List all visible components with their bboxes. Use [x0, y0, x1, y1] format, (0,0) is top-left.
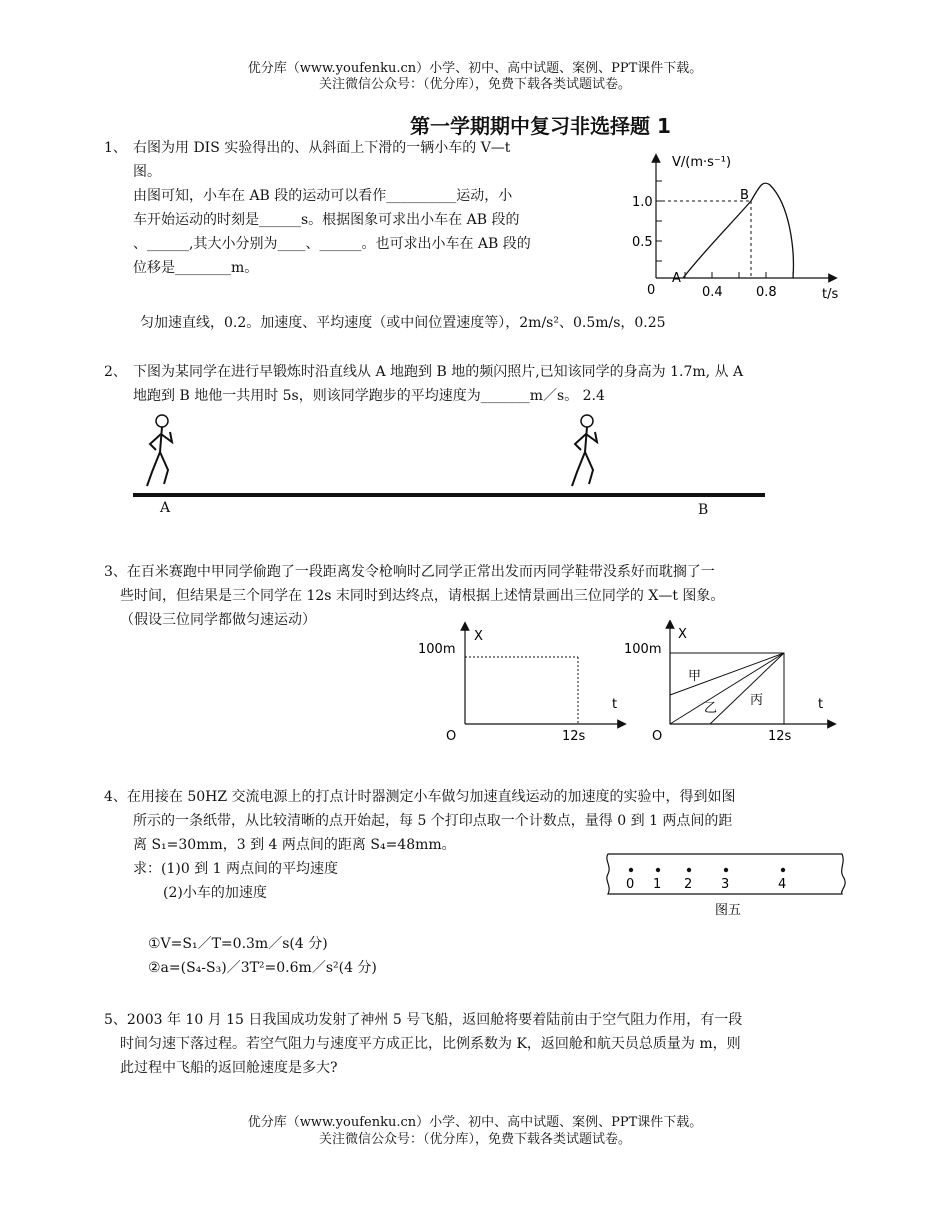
- q5-line-1: 5、2003 年 10 月 15 日我国成功发射了神州 5 号飞船，返回舱将要着陆前由于空气阻力作用，有一段: [104, 1012, 743, 1028]
- q3-g1-origin: O: [446, 729, 457, 744]
- runner-icon-b: [565, 412, 615, 490]
- figure-caption: 图五: [715, 903, 742, 918]
- header-line-1: 优分库（www.youfenku.cn）小学、初中、高中试题、案例、PPT课件下载。: [247, 61, 703, 76]
- q1-xtick-2: 0.8: [756, 285, 777, 300]
- q4-line-2: 所示的一条纸带，从比较清晰的点开始起，每 5 个打印点取一个计数点，量得 0 到 1 两点间的距: [133, 813, 733, 829]
- q2-label-b: B: [698, 502, 709, 518]
- q3-g2-origin: O: [652, 729, 663, 744]
- tape-label-1: 1: [653, 877, 662, 892]
- q3-g1-xmark: 12s: [562, 729, 586, 744]
- q1-line-5: 、______,其大小分别为____、______。也可求出小车在 AB 段的: [133, 236, 531, 252]
- q2-line-1: 下图为某同学在进行早锻炼时沿直线从 A 地跑到 B 地的频闪照片,已知该同学的身高为 1.7m, 从 A: [133, 364, 744, 380]
- q3-label-bing: 丙: [750, 693, 764, 708]
- q3-g1-ylabel: X: [474, 629, 483, 644]
- q3-label-yi: 乙: [704, 701, 718, 716]
- q1-xlabel: t/s: [822, 287, 839, 302]
- q4-ask-1: 求：(1)0 到 1 两点间的平均速度: [133, 861, 338, 877]
- q3-line-1: 3、在百米赛跑中甲同学偷跑了一段距离发令枪响时乙同学正常出发而丙同学鞋带没系好而耽搁了一: [104, 564, 715, 580]
- q3-g2-xlabel: t: [818, 697, 824, 712]
- q3-g1-ymark: 100m: [418, 642, 456, 657]
- q5-line-2: 时间匀速下落过程。若空气阻力与速度平方成正比，比例系数为 K，返回舱和航天员总质量为 m，则: [120, 1036, 741, 1052]
- q1-point-b: B: [740, 188, 749, 203]
- q4-answer-1: ①V=S₁／T=0.3m／s(4 分): [148, 936, 328, 952]
- q3-line-bing: [710, 653, 784, 724]
- q1-ytick-1: 1.0: [632, 195, 653, 210]
- tape-label-0: 0: [626, 877, 635, 892]
- q3-g2-ylabel: X: [678, 627, 687, 642]
- q1-origin: 0: [647, 283, 656, 298]
- q1-ylabel: V/(m·s⁻¹): [672, 155, 732, 170]
- q1-vt-graph: [625, 150, 845, 305]
- q2-label-a: A: [160, 500, 171, 516]
- q1-line-4: 车开始运动的时刻是______s。根据图象可求出小车在 AB 段的: [133, 212, 520, 228]
- q1-point-a: A: [672, 271, 681, 286]
- page-title: 第一学期期中复习非选择题 1: [410, 114, 671, 138]
- q4-line-1: 4、在用接在 50HZ 交流电源上的打点计时器测定小车做匀加速直线运动的加速度的实验中，得到如图: [104, 789, 736, 805]
- q4-ask-2: (2)小车的加速度: [163, 885, 267, 901]
- q4-line-3: 离 S₁=30mm，3 到 4 两点间的距离 S₄=48mm。: [133, 837, 456, 853]
- q3-g1-xlabel: t: [612, 697, 618, 712]
- footer-line-2: 关注微信公众号：（优分库），免费下载各类试题试卷。: [318, 1132, 631, 1147]
- q1-curve: [683, 183, 793, 278]
- tape-label-3: 3: [721, 877, 730, 892]
- q1-line-2: 图。: [133, 164, 161, 180]
- tape-label-2: 2: [684, 877, 693, 892]
- header-line-2: 关注微信公众号：（优分库），免费下载各类试题试卷。: [318, 77, 631, 92]
- q5-line-3: 此过程中飞船的返回舱速度是多大?: [120, 1060, 338, 1076]
- track-line: [133, 493, 765, 497]
- q3-graph-1: [410, 620, 630, 750]
- q1-ytick-2: 0.5: [632, 235, 653, 250]
- q3-label-jia: 甲: [688, 669, 702, 684]
- q2-line-2: 地跑到 B 地他一共用时 5s，则该同学跑步的平均速度为_______m／s。 2.4: [133, 388, 605, 404]
- q3-g2-ymark: 100m: [624, 642, 662, 657]
- q1-xtick-1: 0.4: [702, 285, 723, 300]
- q1-line-3: 由图可知，小车在 AB 段的运动可以看作__________运动，小: [133, 188, 513, 204]
- q1-line-1: 右图为用 DIS 实验得出的、从斜面上下滑的一辆小车的 V—t: [133, 140, 511, 156]
- tape-label-4: 4: [778, 877, 787, 892]
- q1-answer: 匀加速直线，0.2。加速度、平均速度（或中间位置速度等），2m/s²、0.5m/s，0.25: [140, 315, 666, 331]
- runner-icon-a: [140, 412, 190, 490]
- q4-answer-2: ②a=(S₄-S₃)／3T²=0.6m／s²(4 分): [148, 960, 377, 976]
- q1-number: 1、: [104, 140, 127, 156]
- q3-graph-2: [620, 620, 840, 750]
- q1-line-6: 位移是________m。: [133, 260, 259, 276]
- q3-line-2: 些时间，但结果是三个同学在 12s 末同时到达终点，请根据上述情景画出三位同学的 X—t 图象。: [120, 588, 725, 604]
- paper-tape-figure: [600, 848, 850, 922]
- q3-line-3: （假设三位同学都做匀速运动）: [120, 612, 316, 628]
- q2-number: 2、: [104, 364, 127, 380]
- q3-g2-xmark: 12s: [768, 729, 792, 744]
- footer-line-1: 优分库（www.youfenku.cn）小学、初中、高中试题、案例、PPT课件下载。: [247, 1115, 703, 1130]
